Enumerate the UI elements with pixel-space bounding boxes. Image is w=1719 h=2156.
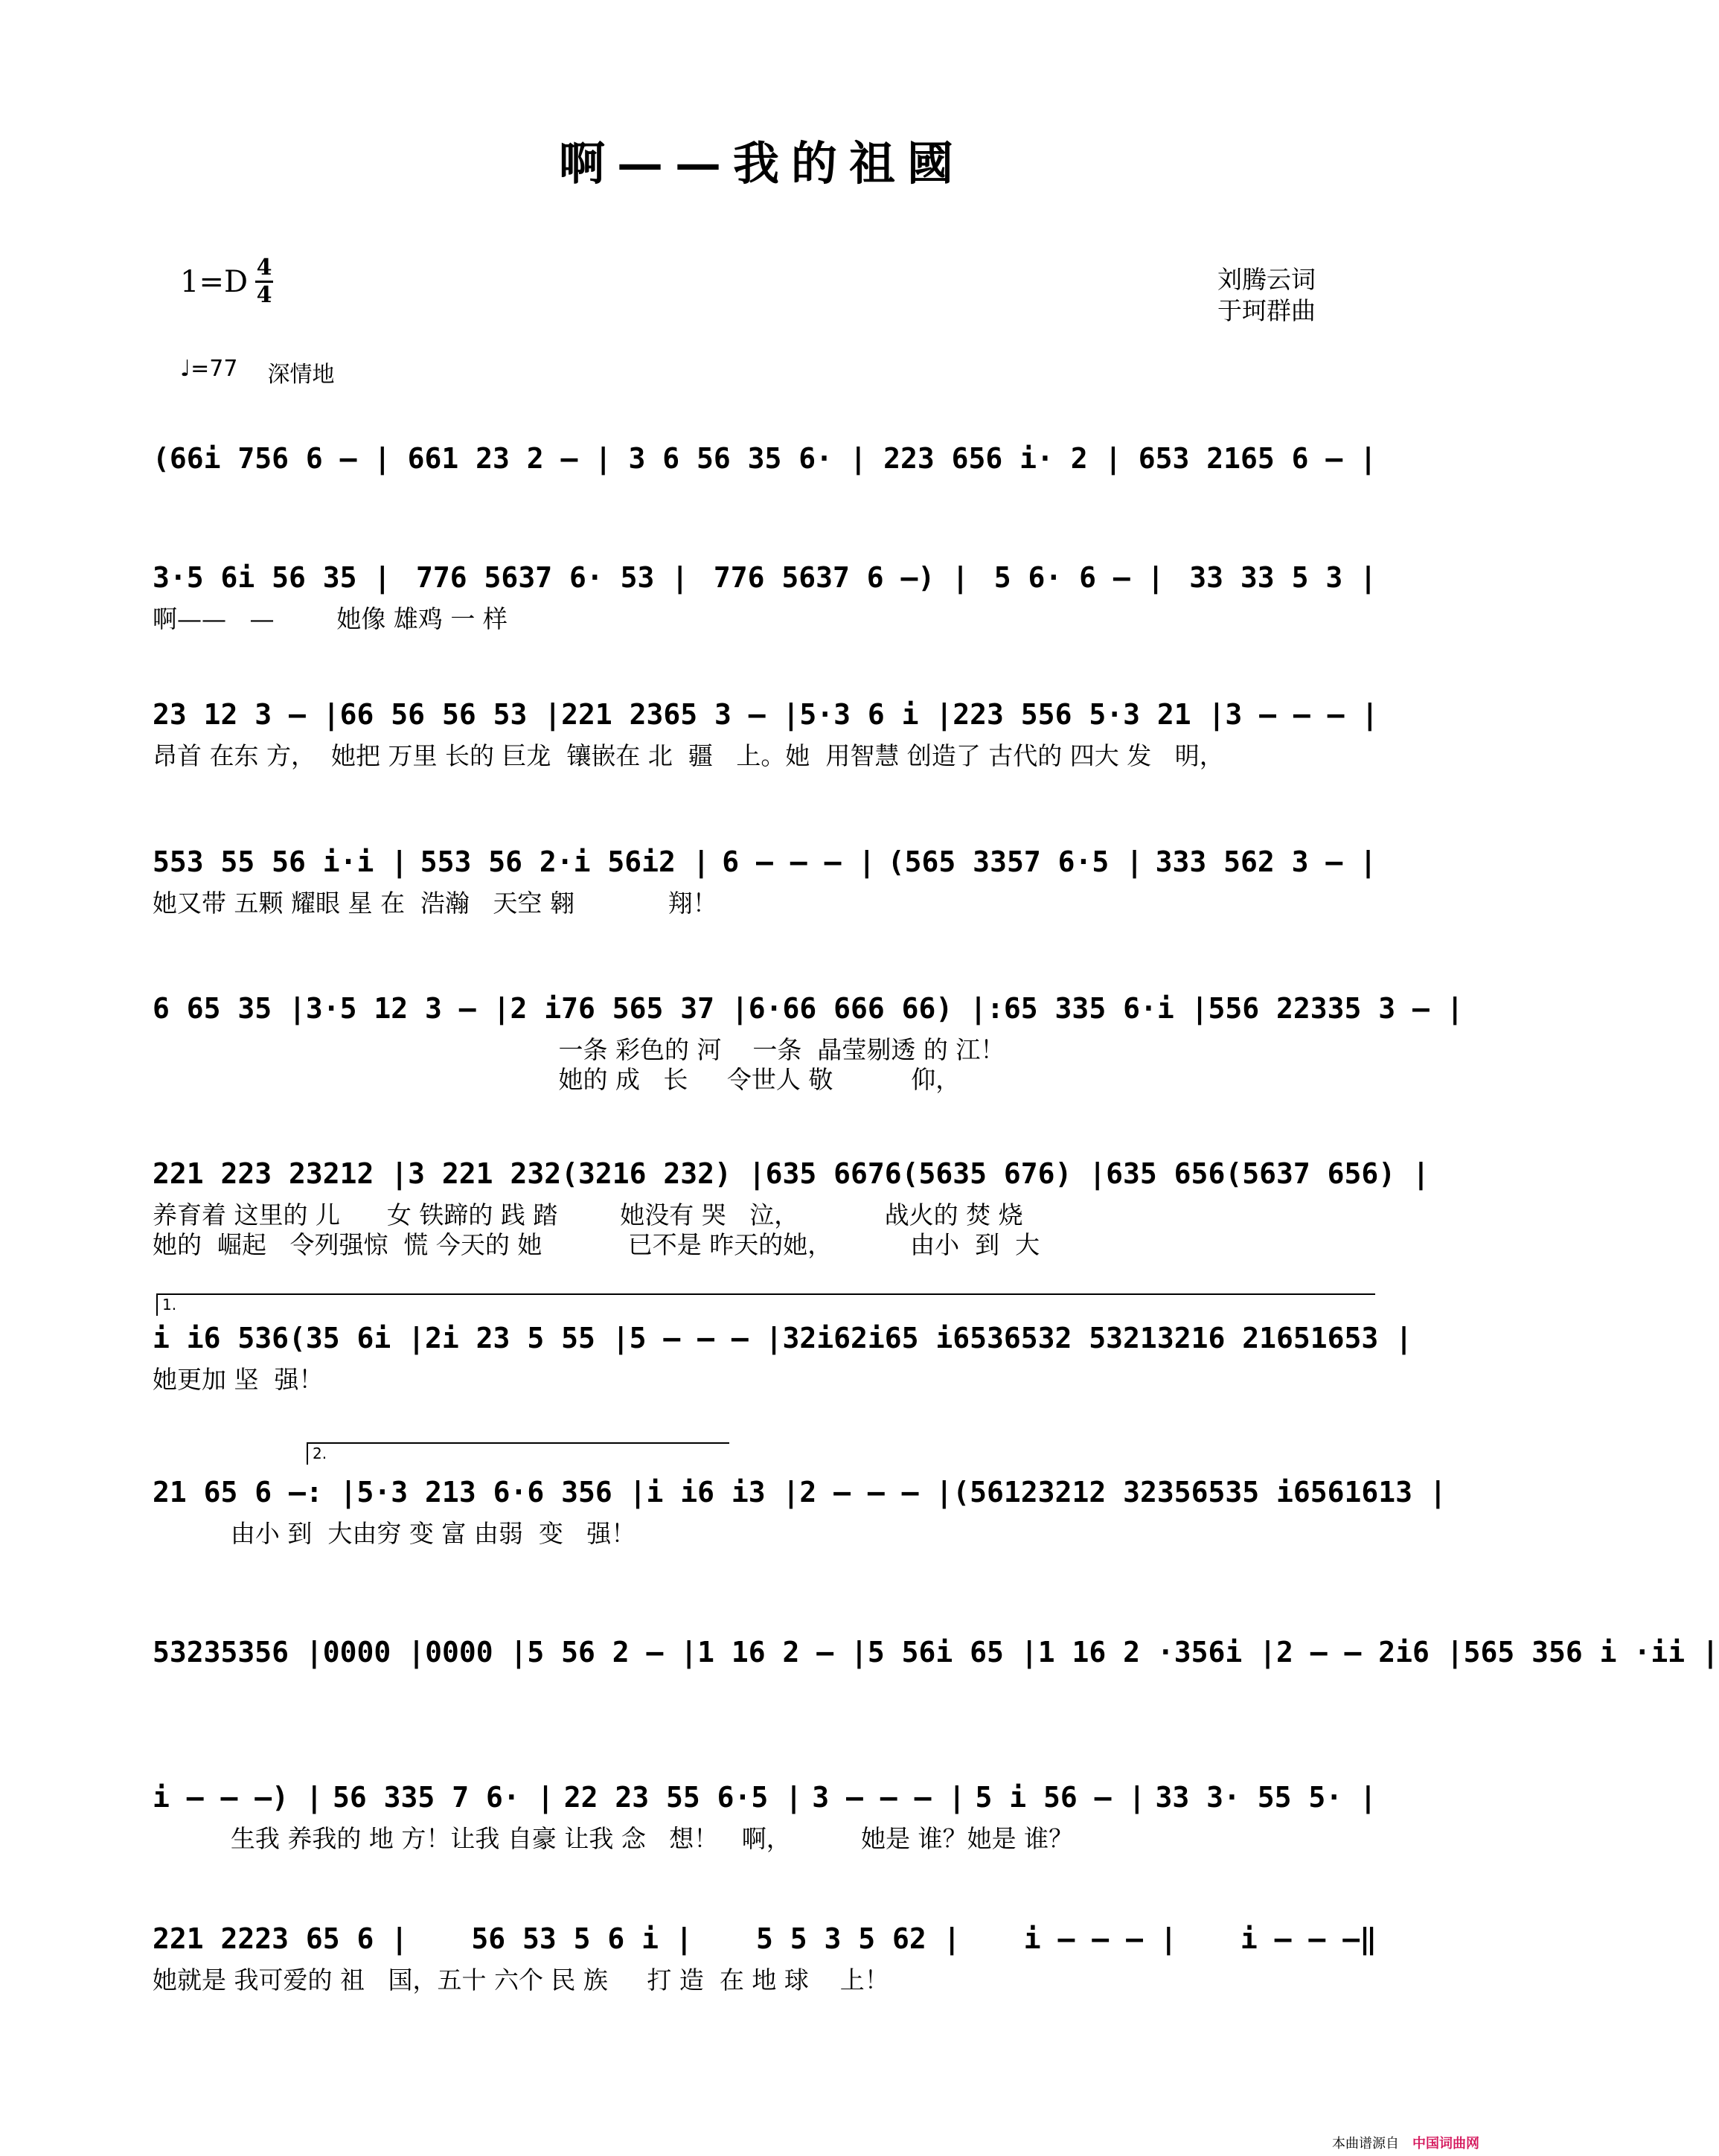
notation-row: [153, 1151, 1430, 1196]
measure: 53235356 |: [153, 1636, 323, 1669]
measure: i – – –) |: [153, 1781, 323, 1814]
measure: 21 65 6 –: |: [153, 1476, 357, 1509]
lyric-row: 昂首 在东 方， 她把 万里 长的 巨龙 镶嵌在 北 疆 上。她 用智慧 创造了 古代的 四大 发 明，: [153, 741, 1224, 770]
score-line: [153, 1151, 1430, 1259]
notation-row: [153, 692, 1377, 737]
score-line: [153, 436, 1377, 518]
measure: 3 6 56 35 6· |: [628, 442, 867, 475]
measure: 221 2223 65 6 |: [153, 1922, 409, 1955]
expression-mark: 深情地: [267, 362, 335, 388]
measure: 5 56 2 – |: [527, 1636, 698, 1669]
measure: 3 – – – |: [812, 1781, 966, 1814]
measure: 2 – – – |: [799, 1476, 953, 1509]
lyric-row: 她就是 我可爱的 祖 国，五十 六个 民 族 打 造 在 地 球 上！: [153, 1965, 889, 1995]
measure: 0000 |: [322, 1636, 426, 1669]
measure: 2 i76 565 37 |: [510, 992, 749, 1025]
measure: 565 356 i ·ii |: [1463, 1636, 1719, 1669]
measure: 32i62i65 i6536532 53213216 21651653 |: [782, 1322, 1412, 1354]
tempo-mark: ♩=77: [180, 356, 238, 382]
measure: 6 65 35 |: [153, 992, 306, 1025]
footer-source: 本曲谱源自: [1332, 2136, 1399, 2152]
measure: 5 i 56 – |: [975, 1781, 1146, 1814]
score-line: [153, 1630, 1719, 1712]
notation-row: [153, 1916, 1377, 1961]
lyric-row: 她的 崛起 令列强惊 慌 今天的 她 已不是 昨天的她， 由小 到 大: [153, 1230, 1040, 1259]
score-line: [153, 839, 1377, 921]
measure: 3 221 232(3216 232) |: [408, 1157, 766, 1190]
measure: 23 12 3 – |: [153, 698, 340, 731]
measure: 3·5 6i 56 35 |: [153, 561, 391, 594]
measure: 5 56i 65 |: [867, 1636, 1038, 1669]
measure: 22 23 55 6·5 |: [563, 1781, 803, 1814]
lyric-row: 养育着 这里的 儿 女 铁蹄的 践 踏 她没有 哭 泣， 战火的 焚 烧: [153, 1200, 1023, 1229]
volta-second: [307, 1442, 729, 1465]
credits: [1217, 264, 1316, 327]
volta-first-label: 1.: [162, 1296, 177, 1314]
lyric-row: 她又带 五颗 耀眼 星 在 浩瀚 天空 翱 翔！: [153, 889, 717, 918]
measure: i i6 536(35 6i |: [153, 1322, 426, 1354]
page-title: 啊——我的祖國: [558, 136, 965, 191]
lyric-row: 生我 养我的 地 方！让我 自豪 让我 念 想！ 啊， 她是 谁？她是 谁？: [153, 1824, 1074, 1853]
score-line: [153, 986, 1464, 1094]
score-line: [153, 692, 1377, 774]
score-line: [153, 1316, 1412, 1398]
measure: 56 335 7 6· |: [333, 1781, 554, 1814]
lyricist: 刘腾云词: [1217, 265, 1316, 294]
measure: i – – –‖: [1240, 1922, 1377, 1955]
measure: 66 56 56 53 |: [339, 698, 562, 731]
key-signature: [180, 257, 273, 307]
measure: 2 – – 2i6 |: [1275, 1636, 1464, 1669]
lyric-row: 由小 到 大由穷 变 富 由弱 变 强！: [153, 1519, 636, 1548]
score-line: [153, 1775, 1377, 1857]
measure: 1 16 2 – |: [697, 1636, 868, 1669]
measure: 6 – – – |: [722, 845, 876, 878]
tempo-marking: [180, 356, 334, 388]
notation-row: [153, 839, 1377, 884]
measure: 223 656 i· 2 |: [883, 442, 1122, 475]
measure: 5 – – – |: [629, 1322, 783, 1354]
measure: 223 556 5·3 21 |: [953, 698, 1226, 731]
measure: i i6 i3 |: [646, 1476, 800, 1509]
measure: (66i 756 6 – |: [153, 442, 391, 475]
measure: 635 6676(5635 676) |: [765, 1157, 1107, 1190]
measure: 661 23 2 – |: [407, 442, 612, 475]
notation-row: [153, 1775, 1377, 1820]
measure: (565 3357 6·5 |: [887, 845, 1143, 878]
measure: 653 2165 6 – |: [1138, 442, 1377, 475]
footer: [1332, 2133, 1479, 2152]
measure: (56123212 32356535 i6561613 |: [953, 1476, 1447, 1509]
measure: 333 562 3 – |: [1155, 845, 1377, 878]
notation-row: [153, 986, 1464, 1031]
lyric-row: 她的 成 长 令世人 敬 仰，: [153, 1065, 961, 1094]
measure: 3 – – – |: [1225, 698, 1379, 731]
measure: 5 5 3 5 62 |: [756, 1922, 961, 1955]
measure: 3·5 12 3 – |: [305, 992, 510, 1025]
measure: 776 5637 6 –) |: [713, 561, 970, 594]
time-bottom: 4: [256, 282, 272, 308]
measure: 635 656(5637 656) |: [1106, 1157, 1430, 1190]
notation-row: [153, 1316, 1412, 1360]
volta-second-label: 2.: [313, 1445, 327, 1462]
composer: 于珂群曲: [1217, 296, 1316, 325]
measure: :65 335 6·i |: [987, 992, 1209, 1025]
measure: 553 55 56 i·i |: [153, 845, 409, 878]
score-line: [153, 1916, 1377, 1998]
time-top: 4: [256, 255, 272, 281]
lyric-row: 一条 彩色的 河 一条 晶莹剔透 的 江！: [153, 1035, 1005, 1064]
measure: 556 22335 3 – |: [1208, 992, 1464, 1025]
score-line: [153, 555, 1377, 637]
notation-row: [153, 1630, 1719, 1674]
lyric-row: 她更加 坚 强！: [153, 1365, 324, 1394]
score-line: [153, 1470, 1447, 1552]
measure: 0000 |: [425, 1636, 528, 1669]
notation-row: [153, 555, 1377, 600]
measure: 56 53 5 6 i |: [471, 1922, 693, 1955]
measure: i – – – |: [1023, 1922, 1177, 1955]
measure: 5·3 213 6·6 356 |: [356, 1476, 647, 1509]
footer-site: 中国词曲网: [1412, 2136, 1479, 2152]
measure: 33 33 5 3 |: [1189, 561, 1377, 594]
measure: 1 16 2 ·356i |: [1037, 1636, 1276, 1669]
measure: 553 56 2·i 56i2 |: [420, 845, 710, 878]
measure: 33 3· 55 5· |: [1155, 1781, 1377, 1814]
key-label: 1=D: [180, 264, 249, 299]
notation-row: [153, 436, 1377, 481]
time-signature: [255, 257, 273, 307]
volta-first: [156, 1293, 1375, 1316]
measure: 5 6· 6 – |: [993, 561, 1165, 594]
measure: 5·3 6 i |: [799, 698, 953, 731]
measure: 221 2365 3 – |: [561, 698, 800, 731]
notation-row: [153, 1470, 1447, 1514]
lyric-row: 啊—— — 她像 雄鸡 一 样: [153, 604, 508, 633]
measure: 776 5637 6· 53 |: [416, 561, 689, 594]
measure: 6·66 666 66) |: [748, 992, 987, 1025]
measure: 221 223 23212 |: [153, 1157, 409, 1190]
measure: 2i 23 5 55 |: [425, 1322, 630, 1354]
